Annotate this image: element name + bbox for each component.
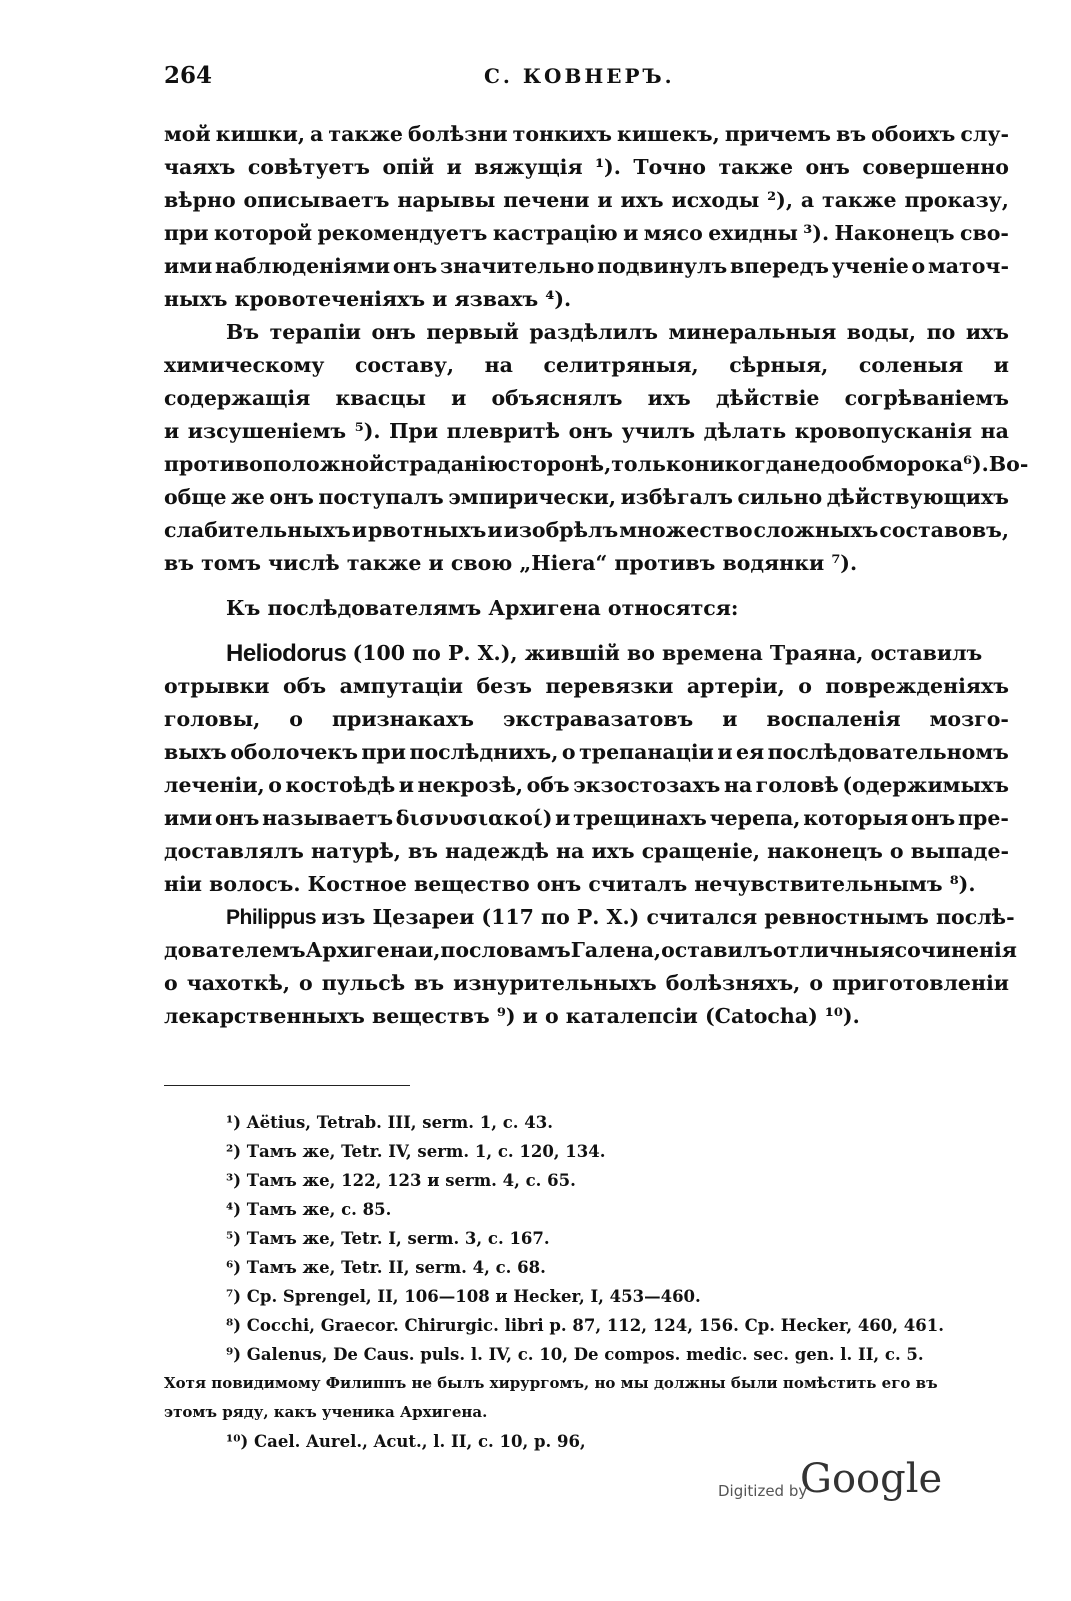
text-line [164, 514, 1009, 547]
text-line-content: и изсушеніемъ ⁵). При плевритѣ онъ училъ дѣлать кровопусканія на [164, 419, 1009, 443]
text-line [164, 547, 1009, 580]
text-line-content: о чахоткѣ, о пульсѣ въ изнурительныхъ болѣзняхъ, о приготовленіи [164, 971, 1009, 995]
text-line [164, 316, 1009, 349]
text-line-content: мой кишки, а также болѣзни тонкихъ кишекъ, причемъ въ обоихъ слу- [164, 122, 1009, 146]
google-logo: Google [800, 1456, 943, 1502]
author-name-heliodorus: Heliodorus [226, 640, 347, 667]
text-line-content: вѣрно описываетъ нарывы печени и ихъ исходы ²), а также проказу, [164, 188, 1009, 212]
footnote-text: Хотя повидимому Филиппъ не былъ хирургомъ, но мы должны были помѣстить его въ [164, 1374, 938, 1392]
footnote: ⁵) Тамъ же, Tetr. I, serm. 3, c. 167. [226, 1229, 550, 1248]
text-line [164, 151, 1009, 184]
text-line-content: (100 по Р. Х.), жившій во времена Траяна, оставилъ [352, 641, 983, 665]
text-line-content: ими наблюденіями онъ значительно подвинулъ впередъ ученіе о маточ- [164, 254, 1009, 278]
text-line [164, 769, 1009, 802]
text-line-content: слабительныхъ и рвотныхъ и изобрѣлъ множество сложныхъ составовъ, [164, 518, 1009, 542]
footnote: ⁶) Тамъ же, Tetr. II, serm. 4, c. 68. [226, 1258, 546, 1277]
text-line-content: ныхъ кровотеченіяхъ и язвахъ ⁴). [164, 287, 572, 311]
text-line [164, 835, 1009, 868]
page-number: 264 [164, 62, 213, 89]
text-line-content: противоположной страданію сторонѣ, только никогда не до обморока ⁶). Во- [164, 452, 1029, 476]
watermark-small-text: Digitized by [718, 1482, 808, 1500]
text-line [164, 217, 1009, 250]
text-line-content: лекарственныхъ веществъ ⁹) и о каталепсіи (Catocha) ¹⁰). [164, 1004, 860, 1028]
text-line-content: Къ послѣдователямъ Архигена относятся: [226, 596, 739, 620]
body-text [164, 118, 1029, 1033]
footnote: ³) Тамъ же, 122, 123 и serm. 4, c. 65. [226, 1171, 576, 1190]
text-line [164, 250, 1009, 283]
text-line-content: ими онъ называетъ δισνυσιακοί) и трещинахъ черепа, которыя онъ пре- [164, 806, 1009, 830]
text-line-content: обще же онъ поступалъ эмпирически, избѣгалъ сильно дѣйствующихъ [164, 485, 1009, 509]
footnote: ⁸) Cocchi, Graecor. Chirurgic. libri p. 87, 112, 124, 156. Cp. Hecker, 460, 461. [226, 1316, 944, 1335]
text-line [164, 118, 1009, 151]
text-line-content: содержащія квасцы и объяснялъ ихъ дѣйствіе согрѣваніемъ [164, 386, 1009, 410]
footnote-continuation: этомъ ряду, какъ ученика Архигена. [164, 1403, 488, 1421]
text-line-content: химическому составу, на селитряныя, сѣрныя, соленыя и [164, 353, 1009, 377]
text-line [164, 382, 1009, 415]
text-line-content: леченіи, о костоѣдѣ и некрозѣ, объ экзостозахъ на головѣ (одержимыхъ [164, 773, 1009, 797]
text-line [164, 901, 1015, 934]
footnote: ⁷) Cp. Sprengel, II, 106—108 и Hecker, I, 453—460. [226, 1287, 701, 1306]
text-line [164, 703, 1009, 736]
footnote: ⁴) Тамъ же, c. 85. [226, 1200, 392, 1219]
text-line-content: выхъ оболочекъ при послѣднихъ, о трепанаціи и ея послѣдовательномъ [164, 740, 1009, 764]
footnote: ¹⁰) Cael. Aurel., Acut., l. II, c. 10, p. 96, [226, 1432, 586, 1451]
text-line-content: изъ Цезареи (117 по Р. Х.) считался ревностнымъ послѣ- [321, 905, 1015, 929]
text-line-content: доставлялъ натурѣ, въ надеждѣ на ихъ сращеніе, наконецъ о выпаде- [164, 839, 1009, 863]
digitization-watermark [718, 1456, 958, 1512]
text-line-content: отрывки объ ампутаціи безъ перевязки артеріи, о поврежденіяхъ [164, 674, 1009, 698]
text-line [164, 1000, 1009, 1033]
footnotes [164, 1108, 1009, 1456]
running-head [164, 62, 1007, 96]
text-line [164, 184, 1009, 217]
footnote: ¹) Aëtius, Tetrab. III, serm. 1, c. 43. [226, 1113, 553, 1132]
text-line-content: головы, о признакахъ экстравазатовъ и воспаленія мозго- [164, 707, 1009, 731]
text-line [164, 934, 1017, 967]
text-line-content: въ томъ числѣ также и свою „Hiera“ противъ водянки ⁷). [164, 551, 858, 575]
text-line [164, 670, 1009, 703]
text-line-content: дователемъ Архигена и, по словамъ Галена, оставилъ отличныя сочиненія [164, 938, 1017, 962]
text-line [164, 637, 1009, 670]
text-line [164, 349, 1009, 382]
text-line-content: Въ терапіи онъ первый раздѣлилъ минеральныя воды, по ихъ [226, 320, 1009, 344]
text-line [164, 736, 1009, 769]
text-line [164, 868, 1009, 901]
text-line [164, 967, 1009, 1000]
text-line [164, 481, 1009, 514]
text-line [164, 415, 1009, 448]
footnote-divider [164, 1085, 410, 1086]
author-name-philippus: Philippus [226, 906, 316, 929]
text-line-content: при которой рекомендуетъ кастрацію и мясо ехидны ³). Наконецъ сво- [164, 221, 1009, 245]
text-line [164, 592, 1009, 625]
text-line-content: чаяхъ совѣтуетъ опій и вяжущія ¹). Точно также онъ совершенно [164, 155, 1009, 179]
text-line [164, 802, 1009, 835]
footnote-continuation [164, 1369, 1009, 1398]
text-line-content: ніи волосъ. Костное вещество онъ считалъ нечувствительнымъ ⁸). [164, 872, 976, 896]
running-title: С. КОВНЕРЪ. [484, 64, 675, 88]
footnote: ²) Тамъ же, Tetr. IV, serm. 1, c. 120, 134. [226, 1142, 606, 1161]
text-line [164, 283, 1009, 316]
text-line [164, 448, 1029, 481]
footnote: ⁹) Galenus, De Caus. puls. l. IV, c. 10, De compos. medic. sec. gen. l. II, c. 5. [226, 1345, 924, 1364]
